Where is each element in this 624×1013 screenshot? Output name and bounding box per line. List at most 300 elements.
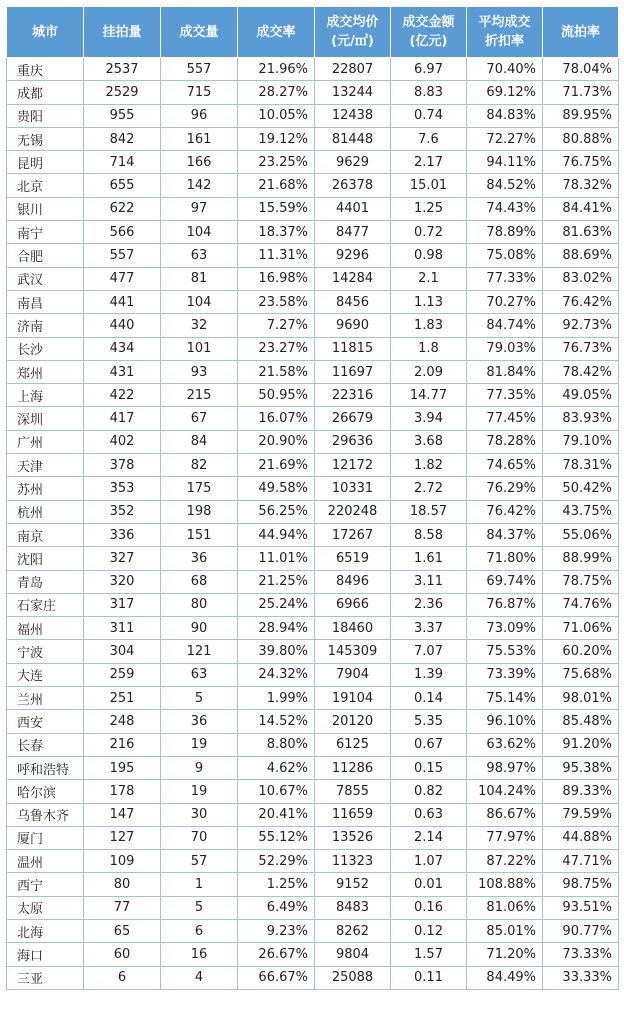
deal-amount-cell: 15.01 — [391, 174, 467, 197]
deal-rate-cell: 20.90% — [238, 430, 315, 453]
deal-rate-cell: 21.25% — [238, 570, 315, 593]
listed-count-cell: 2529 — [84, 81, 161, 104]
avg-discount-cell: 73.09% — [467, 617, 543, 640]
table-row — [7, 127, 619, 150]
failed-rate-cell: 84.41% — [543, 197, 619, 220]
city-cell: 合肥 — [7, 244, 84, 267]
deal-amount-cell: 2.1 — [391, 267, 467, 290]
avg-price-cell: 8483 — [315, 896, 391, 919]
listed-count-cell: 317 — [84, 593, 161, 616]
table-row — [7, 919, 619, 942]
listed-count-cell: 80 — [84, 873, 161, 896]
listed-count-cell: 60 — [84, 943, 161, 966]
deal-amount-cell: 0.15 — [391, 756, 467, 779]
column-header-listed-count — [84, 7, 161, 58]
avg-price-cell: 81448 — [315, 127, 391, 150]
listed-count-cell: 353 — [84, 477, 161, 500]
table-row — [7, 360, 619, 383]
avg-price-cell: 220248 — [315, 500, 391, 523]
city-cell: 厦门 — [7, 826, 84, 849]
deal-amount-cell: 0.72 — [391, 221, 467, 244]
avg-discount-cell: 73.39% — [467, 663, 543, 686]
failed-rate-cell: 76.42% — [543, 290, 619, 313]
deal-count-cell: 104 — [161, 290, 238, 313]
listed-count-cell: 655 — [84, 174, 161, 197]
table-row — [7, 290, 619, 313]
avg-discount-cell: 87.22% — [467, 850, 543, 873]
avg-discount-cell: 84.74% — [467, 314, 543, 337]
avg-price-cell: 9804 — [315, 943, 391, 966]
avg-price-cell: 6519 — [315, 547, 391, 570]
avg-price-cell: 12438 — [315, 104, 391, 127]
avg-discount-cell: 76.87% — [467, 593, 543, 616]
header-label: 成交均价 — [326, 15, 379, 30]
deal-rate-cell: 19.12% — [238, 127, 315, 150]
deal-count-cell: 80 — [161, 593, 238, 616]
deal-amount-cell: 14.77 — [391, 384, 467, 407]
deal-rate-cell: 15.59% — [238, 197, 315, 220]
city-cell: 宁波 — [7, 640, 84, 663]
city-cell: 北海 — [7, 919, 84, 942]
deal-amount-cell: 1.83 — [391, 314, 467, 337]
header-label: 挂拍量 — [102, 24, 142, 40]
avg-price-cell: 4401 — [315, 197, 391, 220]
table-header — [7, 7, 619, 58]
table-row — [7, 500, 619, 523]
failed-rate-cell: 71.06% — [543, 617, 619, 640]
failed-rate-cell: 71.73% — [543, 81, 619, 104]
city-cell: 海口 — [7, 943, 84, 966]
listed-count-cell: 251 — [84, 687, 161, 710]
avg-discount-cell: 75.53% — [467, 640, 543, 663]
failed-rate-cell: 78.42% — [543, 360, 619, 383]
deal-amount-cell: 0.98 — [391, 244, 467, 267]
city-cell: 石家庄 — [7, 593, 84, 616]
deal-amount-cell: 18.57 — [391, 500, 467, 523]
avg-discount-cell: 69.74% — [467, 570, 543, 593]
failed-rate-cell: 33.33% — [543, 966, 619, 989]
avg-discount-cell: 96.10% — [467, 710, 543, 733]
avg-price-cell: 11659 — [315, 803, 391, 826]
deal-rate-cell: 18.37% — [238, 221, 315, 244]
deal-amount-cell: 0.67 — [391, 733, 467, 756]
city-cell: 大连 — [7, 663, 84, 686]
deal-rate-cell: 1.99% — [238, 687, 315, 710]
table-row — [7, 593, 619, 616]
deal-count-cell: 70 — [161, 826, 238, 849]
deal-count-cell: 9 — [161, 756, 238, 779]
table-row — [7, 663, 619, 686]
deal-count-cell: 175 — [161, 477, 238, 500]
table-row — [7, 617, 619, 640]
deal-count-cell: 30 — [161, 803, 238, 826]
deal-rate-cell: 9.23% — [238, 919, 315, 942]
listed-count-cell: 248 — [84, 710, 161, 733]
deal-rate-cell: 50.95% — [238, 384, 315, 407]
deal-count-cell: 101 — [161, 337, 238, 360]
deal-rate-cell: 49.58% — [238, 477, 315, 500]
deal-count-cell: 142 — [161, 174, 238, 197]
table-row — [7, 337, 619, 360]
avg-discount-cell: 75.14% — [467, 687, 543, 710]
avg-discount-cell: 81.84% — [467, 360, 543, 383]
column-header-deal-rate — [238, 7, 315, 58]
deal-amount-cell: 0.11 — [391, 966, 467, 989]
avg-price-cell: 14284 — [315, 267, 391, 290]
deal-rate-cell: 44.94% — [238, 523, 315, 546]
city-auction-stats-table — [6, 6, 619, 990]
column-header-city — [7, 7, 84, 58]
failed-rate-cell: 98.01% — [543, 687, 619, 710]
deal-rate-cell: 6.49% — [238, 896, 315, 919]
city-cell: 杭州 — [7, 500, 84, 523]
deal-amount-cell: 7.6 — [391, 127, 467, 150]
header-label: 成交金额 — [402, 15, 455, 30]
failed-rate-cell: 78.32% — [543, 174, 619, 197]
deal-count-cell: 36 — [161, 710, 238, 733]
city-cell: 天津 — [7, 454, 84, 477]
table-row — [7, 221, 619, 244]
failed-rate-cell: 79.59% — [543, 803, 619, 826]
avg-discount-cell: 69.12% — [467, 81, 543, 104]
avg-price-cell: 8477 — [315, 221, 391, 244]
deal-rate-cell: 55.12% — [238, 826, 315, 849]
city-cell: 西安 — [7, 710, 84, 733]
deal-rate-cell: 52.29% — [238, 850, 315, 873]
avg-discount-cell: 74.43% — [467, 197, 543, 220]
deal-rate-cell: 21.68% — [238, 174, 315, 197]
failed-rate-cell: 74.76% — [543, 593, 619, 616]
listed-count-cell: 566 — [84, 221, 161, 244]
deal-amount-cell: 0.74 — [391, 104, 467, 127]
failed-rate-cell: 75.68% — [543, 663, 619, 686]
city-cell: 深圳 — [7, 407, 84, 430]
city-cell: 苏州 — [7, 477, 84, 500]
column-header-deal-count — [161, 7, 238, 58]
avg-discount-cell: 77.35% — [467, 384, 543, 407]
failed-rate-cell: 88.69% — [543, 244, 619, 267]
avg-price-cell: 7904 — [315, 663, 391, 686]
failed-rate-cell: 50.42% — [543, 477, 619, 500]
city-cell: 西宁 — [7, 873, 84, 896]
listed-count-cell: 378 — [84, 454, 161, 477]
avg-price-cell: 6966 — [315, 593, 391, 616]
listed-count-cell: 477 — [84, 267, 161, 290]
city-cell: 昆明 — [7, 151, 84, 174]
deal-amount-cell: 7.07 — [391, 640, 467, 663]
failed-rate-cell: 83.93% — [543, 407, 619, 430]
header-row — [7, 7, 619, 58]
deal-count-cell: 90 — [161, 617, 238, 640]
table-row — [7, 640, 619, 663]
avg-price-cell: 26378 — [315, 174, 391, 197]
deal-count-cell: 32 — [161, 314, 238, 337]
deal-rate-cell: 24.32% — [238, 663, 315, 686]
city-cell: 南宁 — [7, 221, 84, 244]
failed-rate-cell: 79.10% — [543, 430, 619, 453]
table-row — [7, 873, 619, 896]
failed-rate-cell: 83.02% — [543, 267, 619, 290]
avg-price-cell: 9152 — [315, 873, 391, 896]
deal-amount-cell: 2.14 — [391, 826, 467, 849]
avg-price-cell: 25088 — [315, 966, 391, 989]
table-row — [7, 384, 619, 407]
avg-discount-cell: 77.33% — [467, 267, 543, 290]
avg-discount-cell: 94.11% — [467, 151, 543, 174]
deal-rate-cell: 28.94% — [238, 617, 315, 640]
deal-rate-cell: 7.27% — [238, 314, 315, 337]
deal-rate-cell: 20.41% — [238, 803, 315, 826]
failed-rate-cell: 43.75% — [543, 500, 619, 523]
city-cell: 长沙 — [7, 337, 84, 360]
city-cell: 南昌 — [7, 290, 84, 313]
deal-count-cell: 84 — [161, 430, 238, 453]
avg-price-cell: 8496 — [315, 570, 391, 593]
deal-count-cell: 715 — [161, 81, 238, 104]
avg-discount-cell: 72.27% — [467, 127, 543, 150]
listed-count-cell: 417 — [84, 407, 161, 430]
avg-discount-cell: 78.89% — [467, 221, 543, 244]
failed-rate-cell: 78.75% — [543, 570, 619, 593]
avg-price-cell: 18460 — [315, 617, 391, 640]
avg-discount-cell: 84.37% — [467, 523, 543, 546]
listed-count-cell: 352 — [84, 500, 161, 523]
table-row — [7, 780, 619, 803]
failed-rate-cell: 80.88% — [543, 127, 619, 150]
deal-count-cell: 4 — [161, 966, 238, 989]
deal-amount-cell: 6.97 — [391, 58, 467, 81]
deal-amount-cell: 0.16 — [391, 896, 467, 919]
deal-rate-cell: 25.24% — [238, 593, 315, 616]
failed-rate-cell: 89.33% — [543, 780, 619, 803]
deal-amount-cell: 1.25 — [391, 197, 467, 220]
failed-rate-cell: 92.73% — [543, 314, 619, 337]
city-cell: 青岛 — [7, 570, 84, 593]
deal-count-cell: 63 — [161, 244, 238, 267]
header-label: (元/㎡) — [331, 34, 374, 49]
table-row — [7, 547, 619, 570]
deal-amount-cell: 1.82 — [391, 454, 467, 477]
listed-count-cell: 431 — [84, 360, 161, 383]
table-row — [7, 58, 619, 81]
deal-count-cell: 5 — [161, 896, 238, 919]
deal-count-cell: 19 — [161, 733, 238, 756]
avg-discount-cell: 71.80% — [467, 547, 543, 570]
column-header-deal-amount — [391, 7, 467, 58]
avg-discount-cell: 77.45% — [467, 407, 543, 430]
deal-count-cell: 19 — [161, 780, 238, 803]
table-row — [7, 477, 619, 500]
header-label: 成交率 — [256, 24, 296, 40]
deal-count-cell: 104 — [161, 221, 238, 244]
deal-amount-cell: 1.07 — [391, 850, 467, 873]
deal-rate-cell: 10.67% — [238, 780, 315, 803]
city-cell: 太原 — [7, 896, 84, 919]
avg-discount-cell: 63.62% — [467, 733, 543, 756]
deal-amount-cell: 0.63 — [391, 803, 467, 826]
avg-discount-cell: 70.27% — [467, 290, 543, 313]
listed-count-cell: 195 — [84, 756, 161, 779]
listed-count-cell: 259 — [84, 663, 161, 686]
deal-count-cell: 57 — [161, 850, 238, 873]
deal-rate-cell: 11.01% — [238, 547, 315, 570]
deal-count-cell: 93 — [161, 360, 238, 383]
deal-amount-cell: 1.13 — [391, 290, 467, 313]
deal-rate-cell: 10.05% — [238, 104, 315, 127]
listed-count-cell: 178 — [84, 780, 161, 803]
listed-count-cell: 304 — [84, 640, 161, 663]
city-cell: 无锡 — [7, 127, 84, 150]
city-cell: 郑州 — [7, 360, 84, 383]
avg-discount-cell: 74.65% — [467, 454, 543, 477]
deal-rate-cell: 21.69% — [238, 454, 315, 477]
deal-rate-cell: 21.58% — [238, 360, 315, 383]
header-label: 成交量 — [179, 24, 219, 40]
listed-count-cell: 216 — [84, 733, 161, 756]
failed-rate-cell: 76.73% — [543, 337, 619, 360]
failed-rate-cell: 98.75% — [543, 873, 619, 896]
deal-count-cell: 166 — [161, 151, 238, 174]
listed-count-cell: 422 — [84, 384, 161, 407]
deal-amount-cell: 0.01 — [391, 873, 467, 896]
deal-rate-cell: 28.27% — [238, 81, 315, 104]
failed-rate-cell: 90.77% — [543, 919, 619, 942]
table-row — [7, 687, 619, 710]
city-cell: 银川 — [7, 197, 84, 220]
table-row — [7, 826, 619, 849]
deal-amount-cell: 3.37 — [391, 617, 467, 640]
deal-rate-cell: 56.25% — [238, 500, 315, 523]
table-row — [7, 104, 619, 127]
avg-discount-cell: 81.06% — [467, 896, 543, 919]
avg-price-cell: 11697 — [315, 360, 391, 383]
deal-amount-cell: 2.72 — [391, 477, 467, 500]
avg-discount-cell: 79.03% — [467, 337, 543, 360]
failed-rate-cell: 85.48% — [543, 710, 619, 733]
table-row — [7, 966, 619, 989]
avg-discount-cell: 71.20% — [467, 943, 543, 966]
avg-discount-cell: 98.97% — [467, 756, 543, 779]
deal-rate-cell: 4.62% — [238, 756, 315, 779]
avg-discount-cell: 84.83% — [467, 104, 543, 127]
listed-count-cell: 402 — [84, 430, 161, 453]
deal-amount-cell: 1.57 — [391, 943, 467, 966]
deal-amount-cell: 8.58 — [391, 523, 467, 546]
column-header-avg-price — [315, 7, 391, 58]
city-cell: 上海 — [7, 384, 84, 407]
table-row — [7, 803, 619, 826]
failed-rate-cell: 73.33% — [543, 943, 619, 966]
deal-count-cell: 97 — [161, 197, 238, 220]
deal-rate-cell: 39.80% — [238, 640, 315, 663]
city-cell: 武汉 — [7, 267, 84, 290]
column-header-avg-discount — [467, 7, 543, 58]
avg-price-cell: 11323 — [315, 850, 391, 873]
failed-rate-cell: 55.06% — [543, 523, 619, 546]
listed-count-cell: 842 — [84, 127, 161, 150]
deal-amount-cell: 2.09 — [391, 360, 467, 383]
header-label: (亿元) — [409, 34, 448, 49]
table-row — [7, 733, 619, 756]
failed-rate-cell: 78.04% — [543, 58, 619, 81]
city-cell: 兰州 — [7, 687, 84, 710]
deal-count-cell: 67 — [161, 407, 238, 430]
avg-price-cell: 145309 — [315, 640, 391, 663]
header-label: 平均成交 — [478, 15, 531, 30]
table-row — [7, 523, 619, 546]
deal-rate-cell: 8.80% — [238, 733, 315, 756]
deal-count-cell: 215 — [161, 384, 238, 407]
city-cell: 长春 — [7, 733, 84, 756]
deal-rate-cell: 16.98% — [238, 267, 315, 290]
city-cell: 重庆 — [7, 58, 84, 81]
deal-amount-cell: 0.82 — [391, 780, 467, 803]
deal-count-cell: 81 — [161, 267, 238, 290]
deal-amount-cell: 2.17 — [391, 151, 467, 174]
deal-amount-cell: 0.12 — [391, 919, 467, 942]
table-row — [7, 430, 619, 453]
table-row — [7, 570, 619, 593]
city-cell: 北京 — [7, 174, 84, 197]
city-cell: 贵阳 — [7, 104, 84, 127]
avg-price-cell: 26679 — [315, 407, 391, 430]
deal-count-cell: 82 — [161, 454, 238, 477]
deal-count-cell: 557 — [161, 58, 238, 81]
deal-count-cell: 68 — [161, 570, 238, 593]
deal-amount-cell: 1.39 — [391, 663, 467, 686]
listed-count-cell: 440 — [84, 314, 161, 337]
table-row — [7, 197, 619, 220]
deal-count-cell: 63 — [161, 663, 238, 686]
table-body — [7, 58, 619, 990]
deal-rate-cell: 66.67% — [238, 966, 315, 989]
listed-count-cell: 327 — [84, 547, 161, 570]
avg-discount-cell: 84.52% — [467, 174, 543, 197]
avg-discount-cell: 78.28% — [467, 430, 543, 453]
table-row — [7, 314, 619, 337]
listed-count-cell: 311 — [84, 617, 161, 640]
avg-price-cell: 29636 — [315, 430, 391, 453]
avg-price-cell: 13526 — [315, 826, 391, 849]
deal-amount-cell: 8.83 — [391, 81, 467, 104]
failed-rate-cell: 78.31% — [543, 454, 619, 477]
deal-count-cell: 161 — [161, 127, 238, 150]
avg-price-cell: 20120 — [315, 710, 391, 733]
deal-rate-cell: 23.27% — [238, 337, 315, 360]
city-cell: 广州 — [7, 430, 84, 453]
city-cell: 呼和浩特 — [7, 756, 84, 779]
table-row — [7, 756, 619, 779]
failed-rate-cell: 91.20% — [543, 733, 619, 756]
avg-price-cell: 19104 — [315, 687, 391, 710]
deal-amount-cell: 3.68 — [391, 430, 467, 453]
failed-rate-cell: 47.71% — [543, 850, 619, 873]
avg-price-cell: 12172 — [315, 454, 391, 477]
listed-count-cell: 65 — [84, 919, 161, 942]
deal-rate-cell: 11.31% — [238, 244, 315, 267]
avg-discount-cell: 70.40% — [467, 58, 543, 81]
deal-rate-cell: 16.07% — [238, 407, 315, 430]
listed-count-cell: 147 — [84, 803, 161, 826]
failed-rate-cell: 88.99% — [543, 547, 619, 570]
listed-count-cell: 2537 — [84, 58, 161, 81]
table-row — [7, 407, 619, 430]
deal-amount-cell: 0.14 — [391, 687, 467, 710]
failed-rate-cell: 89.95% — [543, 104, 619, 127]
avg-price-cell: 9296 — [315, 244, 391, 267]
failed-rate-cell: 44.88% — [543, 826, 619, 849]
table-row — [7, 174, 619, 197]
